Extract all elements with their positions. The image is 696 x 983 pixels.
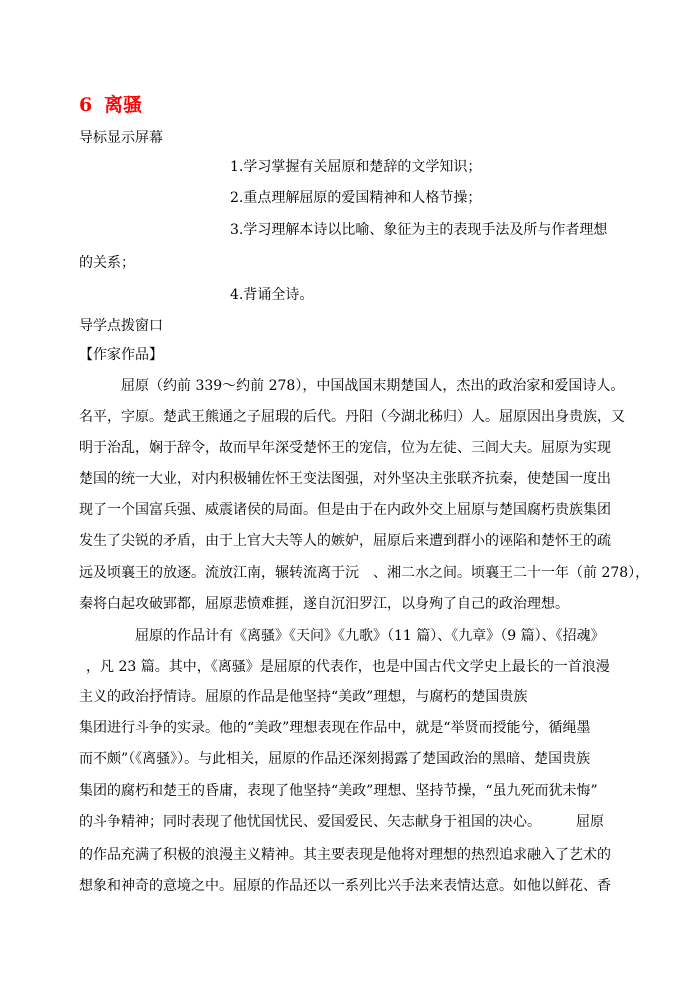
paragraph1-line: 发生了尖锐的矛盾，由于上官大夫等人的嫉妒，屈原后来遭到群小的诬陷和楚怀王的疏	[79, 533, 611, 549]
lesson-title-text: 离骚	[104, 94, 143, 116]
paragraph2-line: 集团的腐朽和楚王的昏庸，表现了他坚持“美政”理想、坚持节操，“虽九死而犹未悔”	[79, 783, 598, 799]
author-heading: 【作家作品】	[79, 347, 163, 363]
paragraph2-line: 而不颇”（《离骚》）。与此相关，屈原的作品还深刻揭露了楚国政治的黑暗、楚国贵族	[79, 751, 591, 767]
paragraph1-line: 现了一个国富兵强、威震诸侯的局面。但是由于在内政外交上屈原与楚国腐朽贵族集团	[79, 502, 611, 518]
paragraph1-line: 明于治乱，娴于辞令，故而早年深受楚怀王的宠信，位为左徒、三闾大夫。屈原为实现	[79, 440, 611, 456]
paragraph2-line: 主义的政治抒情诗。屈原的作品是他坚持“美政”理想，与腐朽的楚国贵族	[79, 689, 528, 705]
paragraph2-line: 集团进行斗争的实录。他的“美政”理想表现在作品中，就是“举贤而授能兮，循绳墨	[79, 720, 591, 736]
goal-item: 2.重点理解屈原的爱国精神和人格节操；	[230, 190, 482, 206]
paragraph1-line: 秦将白起攻破郢都，屈原悲愤难捱，遂自沉汨罗江，以身殉了自己的政治理想。	[79, 596, 569, 612]
lesson-title	[79, 90, 142, 117]
lesson-number: 6	[79, 94, 93, 116]
paragraph2-line: 的斗争精神；同时表现了他忧国忧民、爱国爱民、矢志献身于祖国的决心。 屈原	[79, 814, 604, 830]
goal-item: 1.学习掌握有关屈原和楚辞的文学知识；	[230, 159, 482, 175]
goal-item: 4.背诵全诗。	[230, 287, 314, 303]
paragraph2-line: 屈原的作品计有《离骚》《天问》《九歌》（11 篇）、《九章》（9 篇）、《招魂》	[135, 628, 605, 644]
paragraph1-line: 名平，字原。楚武王熊通之子屈瑕的后代。丹阳（今湖北秭归）人。屈原因出身贵族，又	[79, 409, 625, 425]
paragraph1-line: 屈原（约前 339～约前 278），中国战国末期楚国人，杰出的政治家和爱国诗人。	[121, 378, 625, 394]
guide-heading: 导标显示屏幕	[79, 130, 163, 146]
paragraph2-line: 想象和神奇的意境之中。屈原的作品还以一系列比兴手法来表情达意。如他以鲜花、香	[79, 878, 611, 894]
goal-item: 3.学习理解本诗以比喻、象征为主的表现手法及所与作者理想	[230, 222, 608, 238]
paragraph2-line: ，凡 23 篇。其中，《离骚》是屈原的代表作，也是中国古代文学史上最长的一首浪漫	[86, 659, 610, 675]
paragraph1-line: 楚国的统一大业，对内积极辅佐怀王变法图强，对外坚决主张联齐抗秦，使楚国一度出	[79, 471, 611, 487]
goal-item-continued: 的关系；	[79, 255, 135, 271]
paragraph1-line: 远及顷襄王的放逐。流放江南，辗转流离于沅 、湘二水之间。顷襄王二十一年（前 278），	[79, 565, 650, 581]
paragraph2-line: 的作品充满了积极的浪漫主义精神。其主要表现是他将对理想的热烈追求融入了艺术的	[79, 847, 611, 863]
window-heading: 导学点拨窗口	[79, 318, 163, 334]
